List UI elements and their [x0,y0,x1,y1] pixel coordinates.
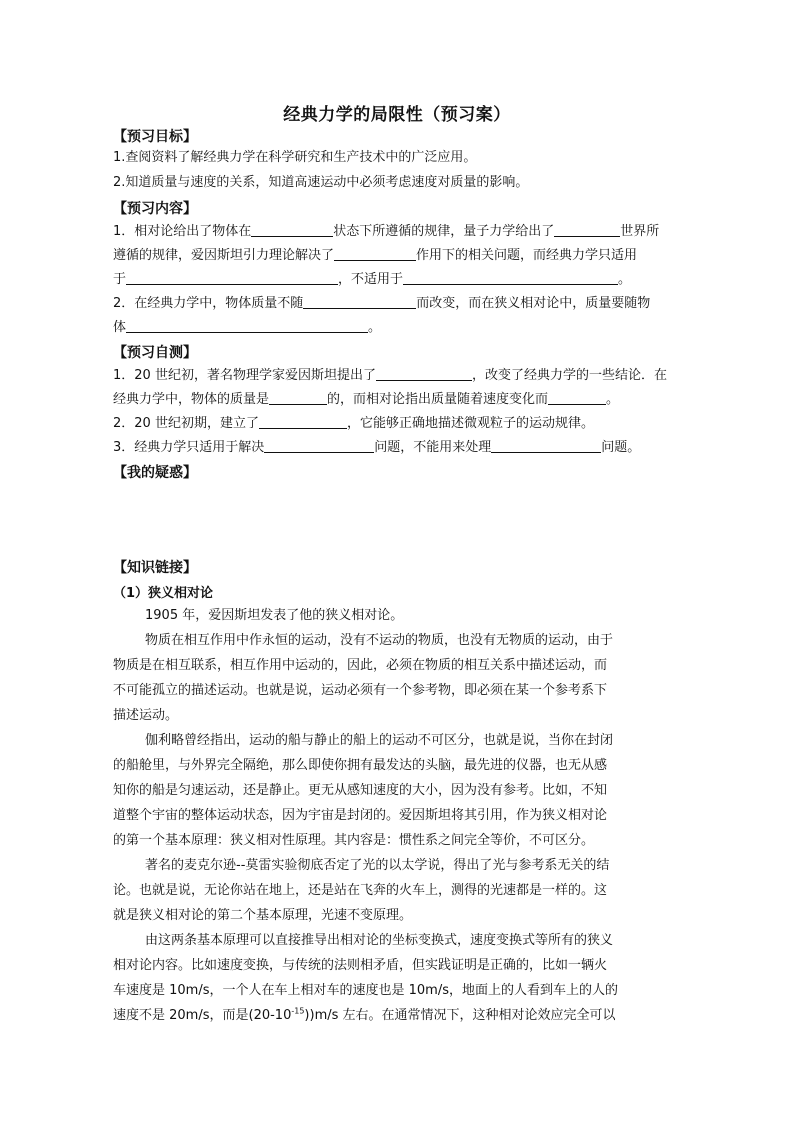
answer-blank[interactable] [259,415,347,429]
paragraph-line: 的第一个基本原理：狭义相对性原理。其内容是：惯性系之间完全等价，不可区分。 [113,833,595,848]
answer-blank[interactable] [491,439,601,453]
paragraph-line: 著名的麦克尔逊--莫雷实验彻底否定了光的以太学说，得出了光与参考系无关的结 [145,858,610,873]
paragraph-line: 的船舱里，与外界完全隔绝，那么即使你拥有最发达的头脑，最先进的仪器，也无从感 [113,758,608,773]
answer-blank[interactable] [251,223,333,237]
paragraph-line: 不可能孤立的描述运动。也就是说，运动必须有一个参考物，即必须在某一个参考系下 [113,683,608,698]
section-goals-heading: 【预习目标】 [113,129,197,145]
content-question-2: 2．在经典力学中，物体质量不随 而改变，而在狭义相对论中，质量要随物 [113,296,651,311]
paragraph-line: 知你的船是匀速运动，还是静止。更无从感知速度的大小，因为没有参考。比如，不知 [113,783,608,798]
selftest-question-1-line-2: 经典力学中，物体的质量是 的，而相对论指出质量随着速度变化而 。 [113,392,620,407]
answer-blank[interactable] [264,439,374,453]
section-content-heading: 【预习内容】 [113,201,197,217]
content-question-2-line-2: 体 。 [113,320,382,335]
paragraph-line: 物质是在相互联系，相互作用中运动的，因此，必须在物质的相互关系中描述运动，而 [113,658,608,673]
answer-blank[interactable] [548,391,606,405]
paragraph-line: 伽利略曾经指出，运动的船与静止的船上的运动不可区分，也就是说，当你在封闭 [145,733,614,748]
paragraph-line: 车速度是 10m/s，一个人在车上相对车的速度也是 10m/s，地面上的人看到车上的人的 [113,983,618,998]
answer-blank[interactable] [126,319,368,333]
paragraph-line: 相对论内容。比如速度变换，与传统的法则相矛盾，但实践证明是正确的，比如一辆火 [113,958,608,973]
paragraph-line: 速度不是 20m/s，而是$(20-10^{-15}))m/s$ 左右。在通常情况下，这种相对论效应完全可以 [113,1006,616,1023]
answer-blank[interactable] [269,391,327,405]
page-title: 经典力学的局限性（预习案） [283,105,511,125]
paragraph-line: 由这两条基本原理可以直接推导出相对论的坐标变换式，速度变换式等所有的狭义 [145,933,614,948]
paragraph-line: 就是狭义相对论的第二个基本原理，光速不变原理。 [113,908,413,923]
paragraph-line: 物质在相互作用中作永恒的运动，没有不运动的物质，也没有无物质的运动，由于 [145,633,614,648]
paragraph-line: 1905 年，爱因斯坦发表了他的狭义相对论。 [145,608,404,623]
answer-blank[interactable] [403,271,618,285]
content-question-1-line-2: 遵循的规律，爱因斯坦引力理论解决了 作用下的相关问题，而经典力学只适用 [113,248,638,263]
answer-blank[interactable] [334,247,416,261]
answer-blank[interactable] [126,271,338,285]
content-question-1: 1．相对论给出了物体在 状态下所遵循的规律，量子力学给出了 世界所 [113,224,660,239]
answer-blank[interactable] [376,367,472,381]
answer-blank[interactable] [554,223,620,237]
selftest-question-2: 2．20 世纪初期，建立了 ，它能够正确地描述微观粒子的运动规律。 [113,416,594,431]
section-doubts-heading: 【我的疑惑】 [113,465,197,481]
goal-item-2: 2.知道质量与速度的关系，知道高速运动中必须考虑速度对质量的影响。 [113,175,529,190]
paragraph-line: 论。也就是说，无论你站在地上，还是站在飞奔的火车上，测得的光速都是一样的。这 [113,883,608,898]
answer-blank[interactable] [303,295,416,309]
links-subtitle: （1）狭义相对论 [113,586,214,601]
paragraph-line: 描述运动。 [113,708,179,723]
selftest-question-1: 1．20 世纪初，著名物理学家爱因斯坦提出了 ，改变了经典力学的一些结论．在 [113,368,667,383]
paragraph-line: 道整个宇宙的整体运动状态，因为宇宙是封闭的。爱因斯坦将其引用，作为狭义相对论 [113,808,608,823]
goal-item-1: 1.查阅资料了解经典力学在科学研究和生产技术中的广泛应用。 [113,150,477,165]
section-selftest-heading: 【预习自测】 [113,345,197,361]
content-question-1-line-3: 于 ，不适用于 。 [113,272,632,287]
selftest-question-3: 3．经典力学只适用于解决 问题，不能用来处理 问题。 [113,440,641,455]
section-links-heading: 【知识链接】 [113,560,197,576]
